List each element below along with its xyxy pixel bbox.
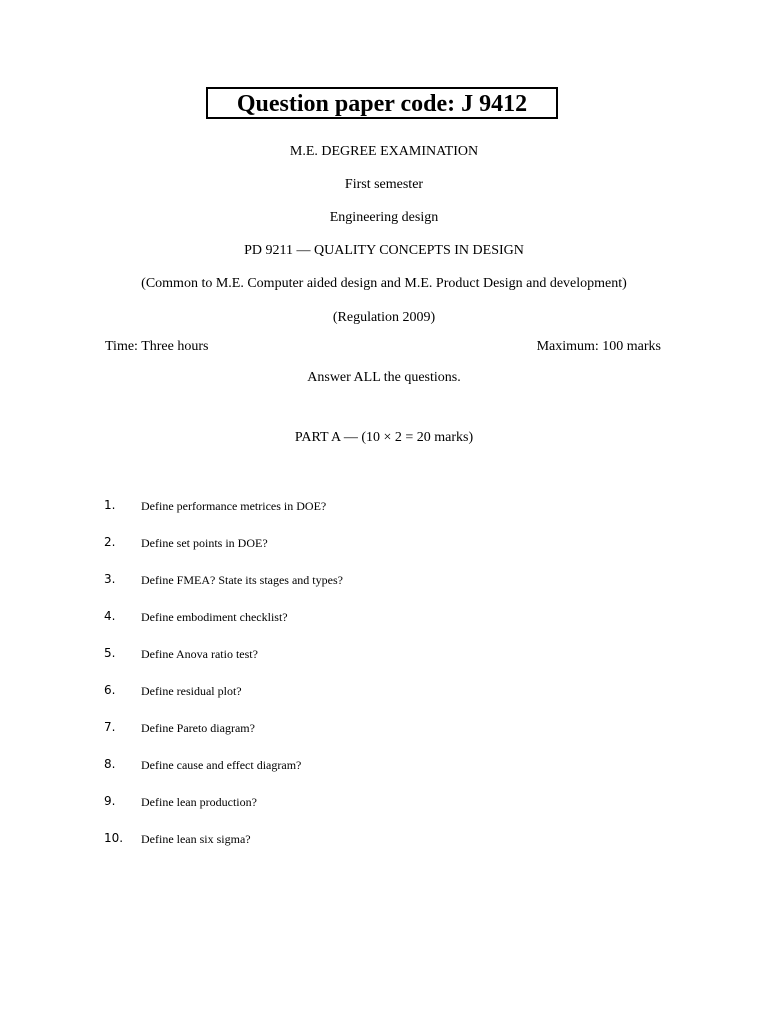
max-marks-label: Maximum: 100 marks	[536, 339, 661, 354]
question-number: 10.	[104, 831, 124, 845]
branch-label: Engineering design	[329, 210, 439, 225]
question-number: 4.	[104, 609, 116, 623]
time-marks-row	[105, 339, 661, 355]
question-number: 3.	[104, 572, 116, 586]
question-item	[0, 534, 768, 552]
question-text: Define residual plot?	[141, 684, 242, 698]
question-text: Define performance metrices in DOE?	[141, 499, 327, 513]
part-a-heading: PART A — (10 × 2 = 20 marks)	[294, 430, 474, 445]
question-item	[0, 608, 768, 626]
time-label: Time: Three hours	[105, 339, 209, 354]
question-paper-code: Question paper code: J 9412	[206, 87, 558, 119]
question-item	[0, 571, 768, 589]
question-number: 5.	[104, 646, 116, 660]
question-number: 8.	[104, 757, 116, 771]
question-number: 7.	[104, 720, 116, 734]
semester-label: First semester	[344, 177, 424, 192]
question-text: Define set points in DOE?	[141, 536, 268, 550]
regulation-label: (Regulation 2009)	[332, 310, 436, 325]
question-number: 1.	[104, 498, 116, 512]
question-text: Define FMEA? State its stages and types?	[141, 573, 343, 587]
question-text: Define Anova ratio test?	[141, 647, 258, 661]
question-text: Define lean production?	[141, 795, 257, 809]
question-item	[0, 645, 768, 663]
exam-title: M.E. DEGREE EXAMINATION	[289, 144, 479, 159]
question-text: Define Pareto diagram?	[141, 721, 255, 735]
question-number: 9.	[104, 794, 116, 808]
question-text: Define lean six sigma?	[141, 832, 251, 846]
question-item	[0, 830, 768, 848]
question-item	[0, 682, 768, 700]
question-item	[0, 756, 768, 774]
question-number: 2.	[104, 535, 116, 549]
instruction-text: Answer ALL the questions.	[307, 370, 461, 385]
question-number: 6.	[104, 683, 116, 697]
question-item	[0, 793, 768, 811]
question-item	[0, 497, 768, 515]
question-text: Define embodiment checklist?	[141, 610, 288, 624]
common-to-note: (Common to M.E. Computer aided design and M.E. Product Design and development)	[141, 276, 627, 291]
question-text: Define cause and effect diagram?	[141, 758, 302, 772]
question-item	[0, 719, 768, 737]
subject-title: PD 9211 — QUALITY CONCEPTS IN DESIGN	[244, 243, 524, 258]
